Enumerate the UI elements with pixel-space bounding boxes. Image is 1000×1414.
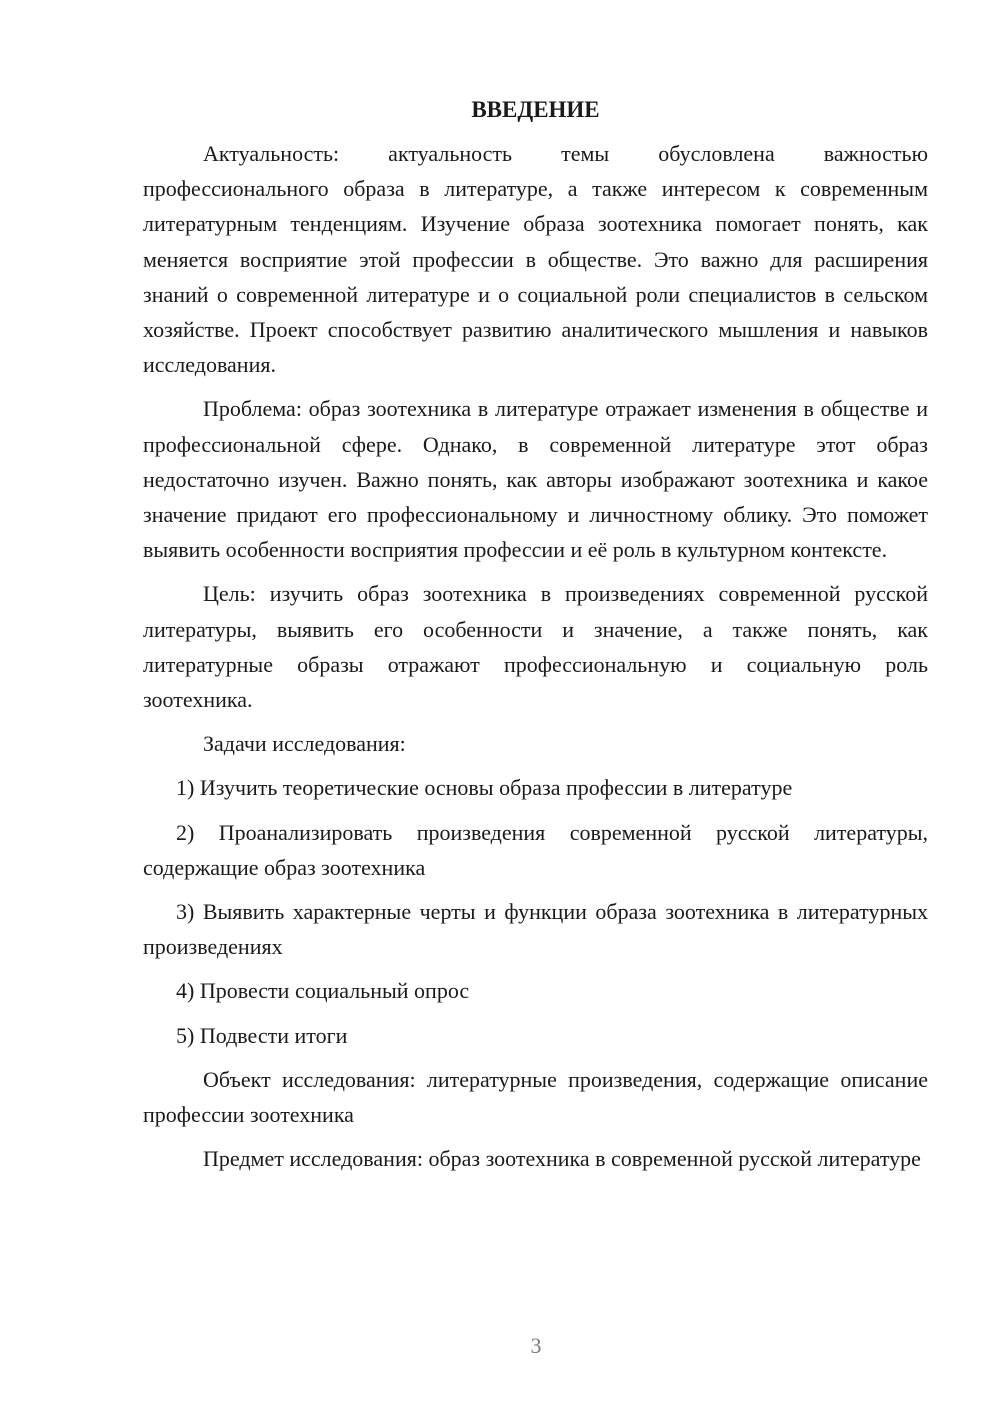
list-item-task-3: 3) Выявить характерные черты и функции образа зоотехника в литературных произведениях [143, 899, 928, 960]
paragraph-subject: Предмет исследования: образ зоотехника в современной русской литературе [203, 1146, 921, 1172]
paragraph-goal: Цель: изучить образ зоотехника в произведениях современной русской литературы, выявить его особенности и значение, а также понять, как литературные образы отражают профессиональную и социальную роль зоотехника. [143, 581, 928, 713]
list-item-task-5: 5) Подвести итоги [176, 1022, 348, 1048]
paragraph-object: Объект исследования: литературные произведения, содержащие описание профессии зоотехника [143, 1066, 928, 1128]
list-item-task-4: 4) Провести социальный опрос [176, 978, 470, 1004]
paragraph-relevance: Актуальность: актуальность темы обусловлена важностью профессионального образа в литературе, а также интересом к современным литературным тенденциям. Изучение образа зоотехника помогает понять, как меняется восприятие этой профессии в обществе. Это важно для расширения знаний о современной литературе и о социальной роли специалистов в сельском хозяйстве. Проект способствует развитию аналитического мышления и навыков исследования. [143, 141, 928, 378]
tasks-list [143, 770, 928, 1052]
list-item-task-2: 2) Проанализировать произведения современной русской литературы, содержащие образ зоотехника [143, 819, 928, 880]
page-title: ВВЕДЕНИЕ [471, 97, 600, 122]
tasks-heading: Задачи исследования: [203, 731, 406, 757]
page-content [143, 92, 928, 1185]
paragraph-problem: Проблема: образ зоотехника в литературе отражает изменения в обществе и профессиональной сфере. Однако, в современной литературе этот образ недостаточно изучен. Важно понять, как авторы изображают зоотехника и какое значение придают его профессиональному и личностному облику. Это поможет выявить особенности восприятия профессии и её роль в культурном контексте. [143, 396, 928, 563]
list-item-task-1: 1) Изучить теоретические основы образа профессии в литературе [176, 775, 793, 801]
page-number: 3 [530, 1333, 542, 1358]
